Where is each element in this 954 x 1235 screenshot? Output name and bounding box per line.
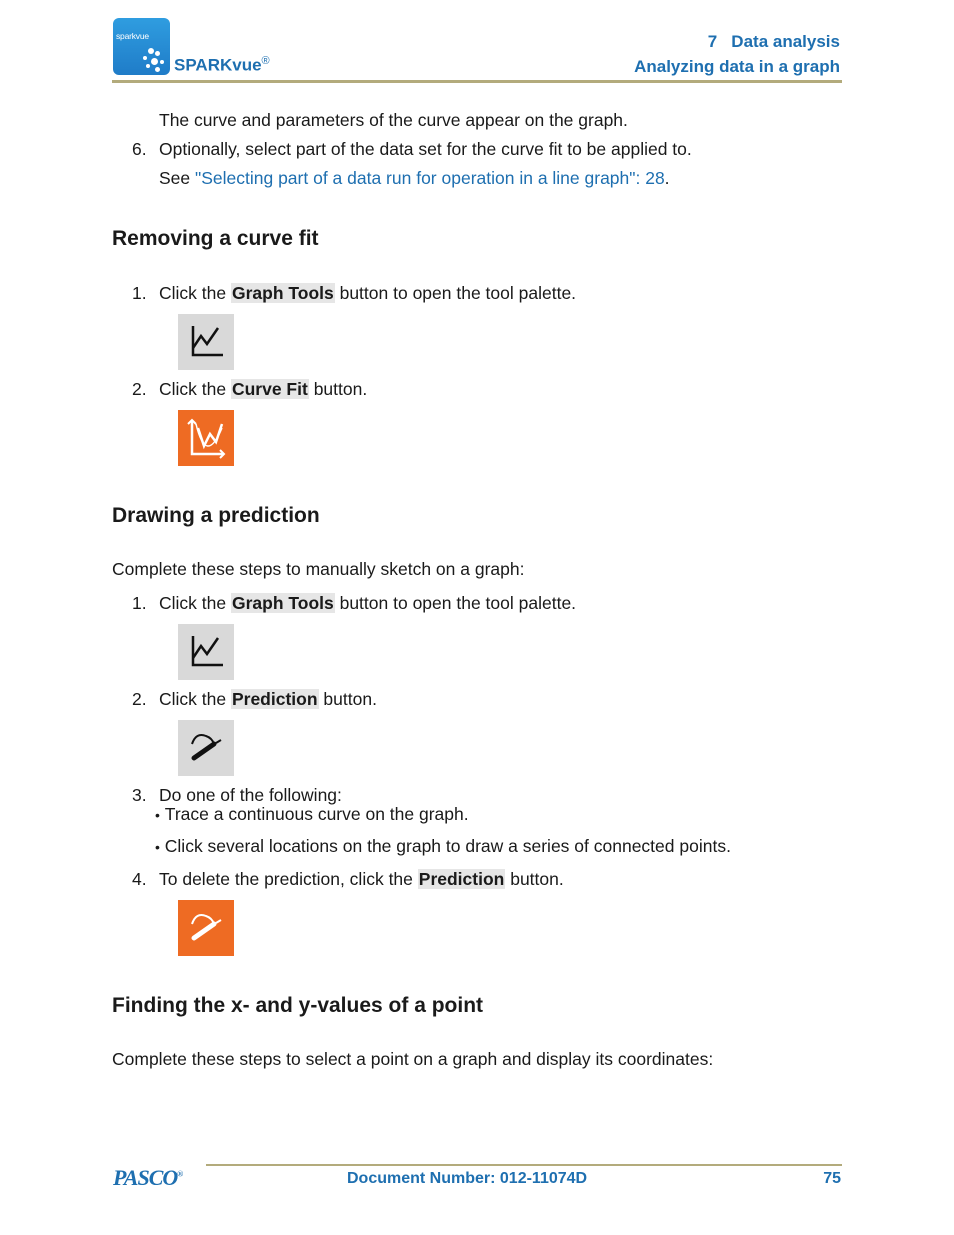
step-number: 1. [132, 593, 147, 613]
footer-rule [206, 1164, 842, 1166]
step-text: Do one of the following: [159, 785, 342, 805]
list-item: • Click several locations on the graph to draw a series of connected points. [155, 836, 731, 856]
logo-dot [143, 56, 147, 60]
step-text: Optionally, select part of the data set for the curve fit to be applied to. [159, 139, 692, 159]
step-text: Click the Curve Fit button. [159, 379, 368, 399]
see-line: See "Selecting part of a data run for operation in a line graph": 28. [159, 168, 670, 188]
prediction-active-icon [178, 900, 234, 956]
ui-term: Graph Tools [231, 283, 334, 303]
section-heading: Removing a curve fit [112, 227, 319, 250]
step-text: Click the Prediction button. [159, 689, 377, 709]
logo-dot [160, 60, 164, 64]
ui-term: Prediction [231, 689, 318, 709]
curve-fit-icon [178, 410, 234, 466]
document-number: Document Number: 012-11074D [347, 1170, 588, 1187]
logo-dot [155, 51, 160, 56]
ui-term: Graph Tools [231, 593, 334, 613]
header-rule [112, 80, 842, 83]
graph-tools-icon [178, 314, 234, 370]
sparkvue-logo [113, 18, 170, 75]
section-title: Analyzing data in a graph [634, 57, 840, 76]
section-intro: Complete these steps to manually sketch on a graph: [112, 559, 525, 579]
chapter-title: 7 Data analysis [707, 32, 840, 51]
section-intro: Complete these steps to select a point on a graph and display its coordinates: [112, 1049, 714, 1069]
graph-tools-icon [178, 624, 234, 680]
logo-dot [148, 48, 154, 54]
prediction-icon [178, 720, 234, 776]
section-heading: Drawing a prediction [112, 504, 320, 527]
step-number: 1. [132, 283, 147, 303]
step-number: 6. [132, 139, 147, 159]
step-number: 4. [132, 869, 147, 889]
logo-dot [155, 67, 160, 72]
logo-text: sparkvue [116, 31, 149, 41]
step-text: To delete the prediction, click the Prediction button. [159, 869, 564, 889]
cross-reference-link[interactable]: "Selecting part of a data run for operation in a line graph": 28 [195, 168, 665, 188]
ui-term: Curve Fit [231, 379, 308, 399]
step-text: Click the Graph Tools button to open the tool palette. [159, 593, 577, 613]
page-number: 75 [823, 1170, 841, 1187]
pasco-logo: PASCO® [113, 1165, 183, 1190]
step-number: 3. [132, 785, 147, 805]
step-number: 2. [132, 689, 147, 709]
ui-term: Prediction [418, 869, 505, 889]
list-item: • Trace a continuous curve on the graph. [155, 804, 469, 824]
section-heading: Finding the x- and y-values of a point [112, 994, 484, 1017]
intro-line: The curve and parameters of the curve appear on the graph. [159, 110, 628, 130]
logo-dot [151, 58, 158, 65]
step-text: Click the Graph Tools button to open the tool palette. [159, 283, 577, 303]
step-number: 2. [132, 379, 147, 399]
brand-name: SPARKvue® [174, 55, 270, 75]
logo-dot [146, 64, 150, 68]
